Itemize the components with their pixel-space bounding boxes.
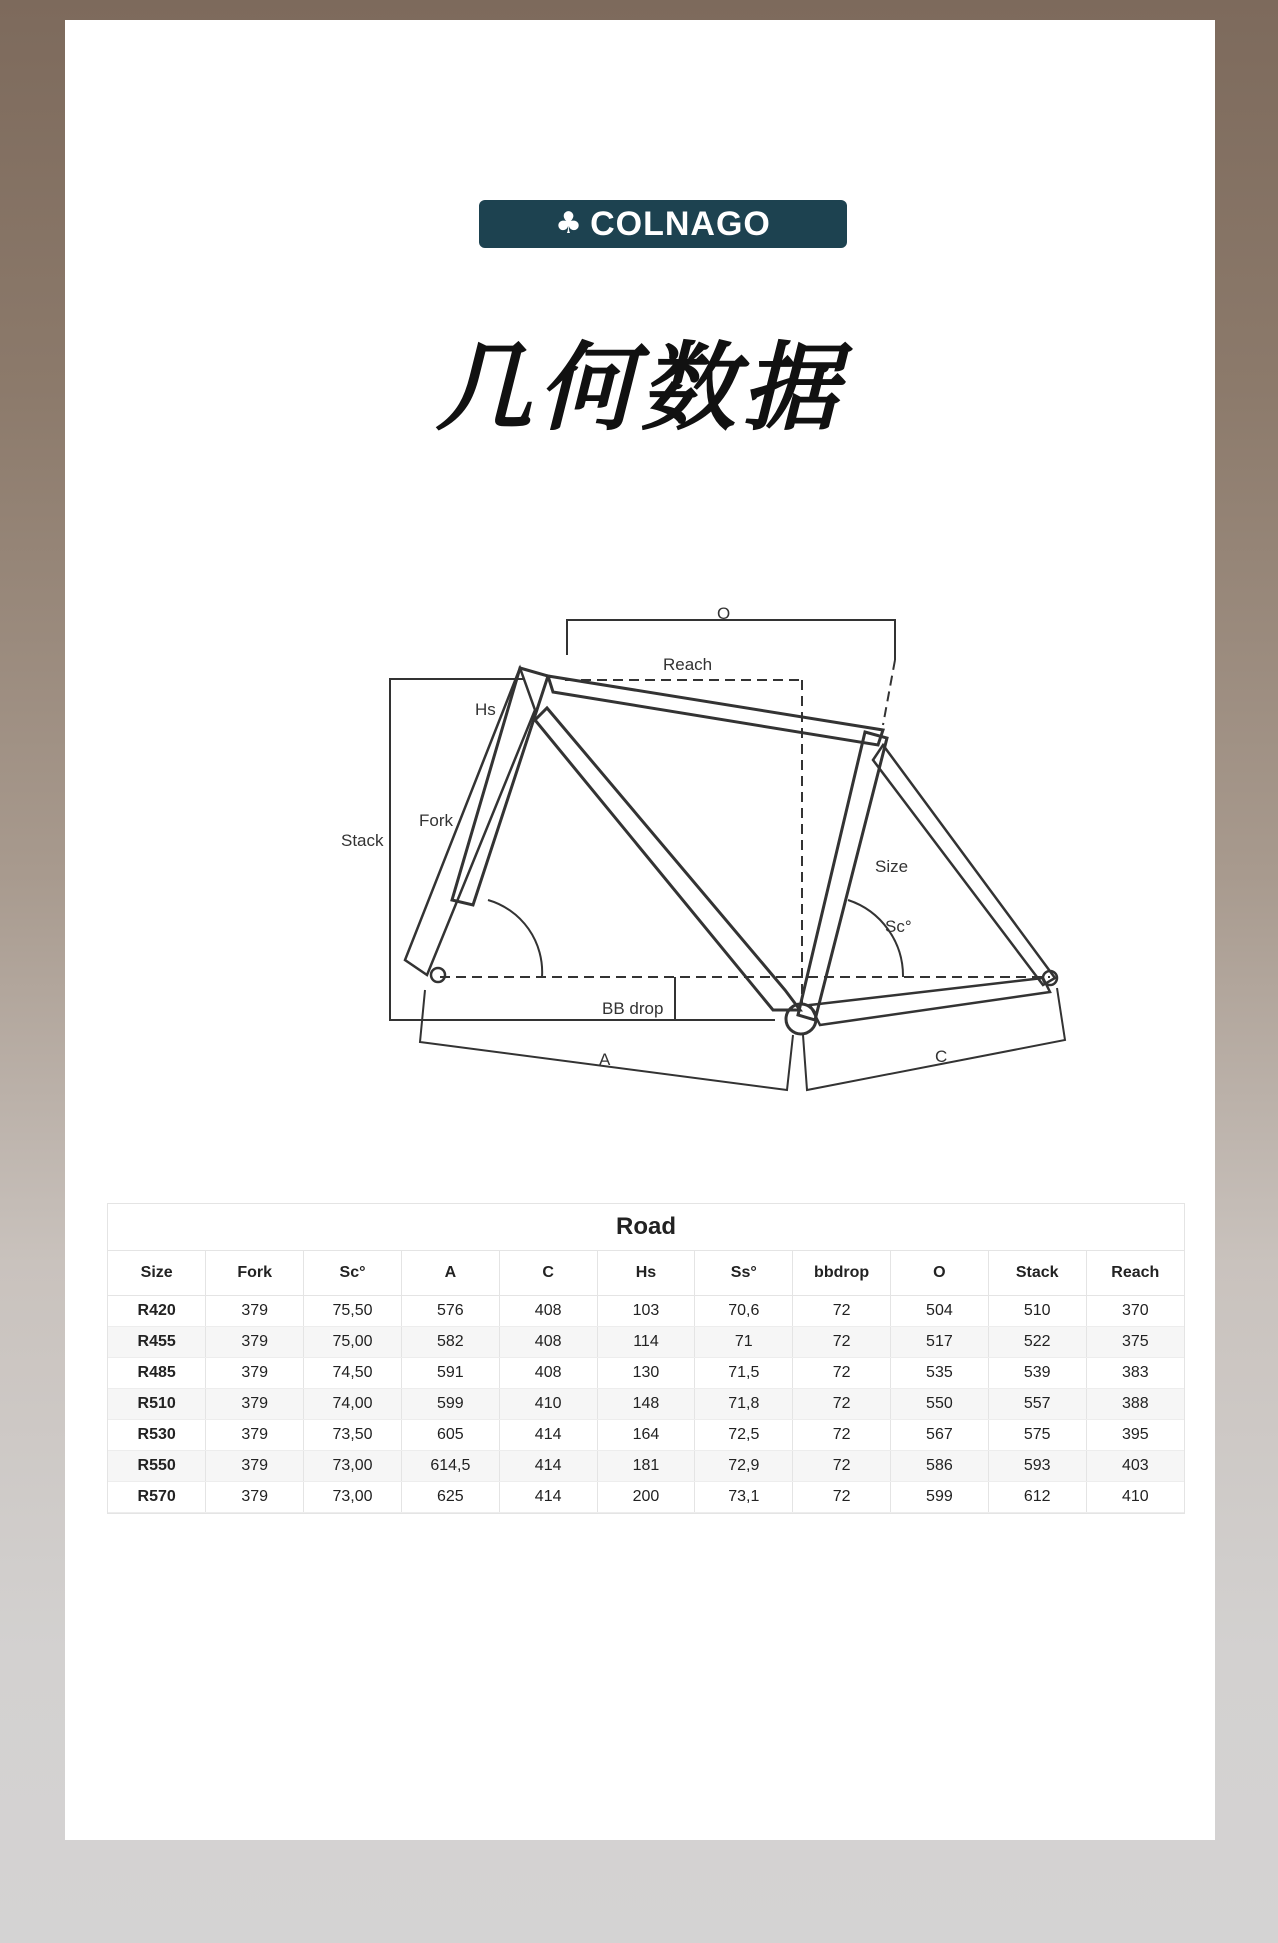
cell-size: R570 — [108, 1482, 206, 1513]
down-tube — [535, 708, 800, 1010]
colnago-logo — [479, 200, 847, 248]
o-dimension-line — [567, 620, 895, 660]
cell-stack: 593 — [988, 1451, 1086, 1482]
head-angle-arc — [488, 900, 542, 977]
label-fork: Fork — [419, 811, 453, 830]
label-o: O — [717, 604, 731, 623]
cell-bbdrop: 72 — [793, 1420, 891, 1451]
cell-bbdrop: 72 — [793, 1358, 891, 1389]
cell-c: 414 — [499, 1451, 597, 1482]
table-row — [108, 1358, 1184, 1389]
geometry-table — [108, 1204, 1184, 1513]
cell-bbdrop: 72 — [793, 1389, 891, 1420]
cell-reach: 410 — [1086, 1482, 1184, 1513]
seat-angle-arc — [848, 900, 903, 977]
cell-size: R510 — [108, 1389, 206, 1420]
cell-fork: 379 — [206, 1389, 304, 1420]
cell-hs: 181 — [597, 1451, 695, 1482]
header-stack: Stack — [988, 1251, 1086, 1296]
cell-a: 605 — [401, 1420, 499, 1451]
header-ss: Ss° — [695, 1251, 793, 1296]
label-reach: Reach — [663, 655, 713, 674]
cell-stack: 510 — [988, 1296, 1086, 1327]
cell-reach: 395 — [1086, 1420, 1184, 1451]
cell-sc: 75,00 — [304, 1327, 402, 1358]
header-sc: Sc° — [304, 1251, 402, 1296]
cell-stack: 557 — [988, 1389, 1086, 1420]
cell-size: R455 — [108, 1327, 206, 1358]
cell-c: 410 — [499, 1389, 597, 1420]
page-title: 几何数据 — [436, 332, 844, 444]
table-row — [108, 1296, 1184, 1327]
cell-c: 414 — [499, 1482, 597, 1513]
cell-o: 567 — [891, 1420, 989, 1451]
cell-o: 535 — [891, 1358, 989, 1389]
table-row — [108, 1482, 1184, 1513]
seat-extension-dashed — [883, 660, 895, 725]
header-bbdrop: bbdrop — [793, 1251, 891, 1296]
club-icon: ♣ — [555, 206, 583, 241]
cell-reach: 403 — [1086, 1451, 1184, 1482]
cell-a: 582 — [401, 1327, 499, 1358]
cell-fork: 379 — [206, 1451, 304, 1482]
table-caption: Road — [108, 1204, 1184, 1251]
cell-c: 408 — [499, 1327, 597, 1358]
cell-sc: 75,50 — [304, 1296, 402, 1327]
cell-stack: 522 — [988, 1327, 1086, 1358]
cell-size: R485 — [108, 1358, 206, 1389]
top-tube — [548, 676, 883, 745]
cell-a: 625 — [401, 1482, 499, 1513]
chain-stay — [810, 978, 1050, 1025]
cell-ss: 70,6 — [695, 1296, 793, 1327]
cell-fork: 379 — [206, 1358, 304, 1389]
cell-stack: 612 — [988, 1482, 1086, 1513]
cell-bbdrop: 72 — [793, 1451, 891, 1482]
cell-sc: 73,50 — [304, 1420, 402, 1451]
cell-ss: 71 — [695, 1327, 793, 1358]
cell-size: R550 — [108, 1451, 206, 1482]
cell-fork: 379 — [206, 1482, 304, 1513]
cell-c: 408 — [499, 1296, 597, 1327]
label-size: Size — [875, 857, 909, 876]
header-size: Size — [108, 1251, 206, 1296]
cell-ss: 71,8 — [695, 1389, 793, 1420]
cell-fork: 379 — [206, 1296, 304, 1327]
cell-o: 599 — [891, 1482, 989, 1513]
label-bb-drop: BB drop — [602, 999, 664, 1018]
header-fork: Fork — [206, 1251, 304, 1296]
cell-sc: 73,00 — [304, 1451, 402, 1482]
table-row — [108, 1420, 1184, 1451]
header-hs: Hs — [597, 1251, 695, 1296]
cell-reach: 370 — [1086, 1296, 1184, 1327]
cell-a: 576 — [401, 1296, 499, 1327]
cell-ss: 71,5 — [695, 1358, 793, 1389]
cell-a: 599 — [401, 1389, 499, 1420]
geometry-table-container — [107, 1203, 1185, 1514]
brand-name: COLNAGO — [590, 204, 771, 243]
cell-hs: 164 — [597, 1420, 695, 1451]
cell-o: 517 — [891, 1327, 989, 1358]
cell-o: 586 — [891, 1451, 989, 1482]
cell-hs: 130 — [597, 1358, 695, 1389]
cell-stack: 575 — [988, 1420, 1086, 1451]
table-header-row — [108, 1251, 1184, 1296]
cell-hs: 103 — [597, 1296, 695, 1327]
cell-sc: 74,50 — [304, 1358, 402, 1389]
cell-ss: 73,1 — [695, 1482, 793, 1513]
header-a: A — [401, 1251, 499, 1296]
cell-reach: 375 — [1086, 1327, 1184, 1358]
cell-bbdrop: 72 — [793, 1296, 891, 1327]
label-sc: Sc° — [885, 917, 912, 936]
cell-fork: 379 — [206, 1327, 304, 1358]
cell-sc: 74,00 — [304, 1389, 402, 1420]
cell-bbdrop: 72 — [793, 1482, 891, 1513]
cell-a: 614,5 — [401, 1451, 499, 1482]
table-row — [108, 1389, 1184, 1420]
frame-geometry-diagram — [255, 575, 1075, 1115]
cell-stack: 539 — [988, 1358, 1086, 1389]
header-reach: Reach — [1086, 1251, 1184, 1296]
cell-bbdrop: 72 — [793, 1327, 891, 1358]
cell-a: 591 — [401, 1358, 499, 1389]
cell-ss: 72,5 — [695, 1420, 793, 1451]
cell-sc: 73,00 — [304, 1482, 402, 1513]
c-dimension-line — [803, 988, 1065, 1090]
cell-ss: 72,9 — [695, 1451, 793, 1482]
cell-hs: 114 — [597, 1327, 695, 1358]
cell-c: 408 — [499, 1358, 597, 1389]
label-a: A — [599, 1050, 611, 1069]
table-row — [108, 1327, 1184, 1358]
cell-o: 550 — [891, 1389, 989, 1420]
table-row — [108, 1451, 1184, 1482]
label-c: C — [935, 1047, 948, 1066]
header-c: C — [499, 1251, 597, 1296]
content-card — [65, 20, 1215, 1840]
cell-c: 414 — [499, 1420, 597, 1451]
cell-size: R530 — [108, 1420, 206, 1451]
cell-hs: 148 — [597, 1389, 695, 1420]
cell-reach: 388 — [1086, 1389, 1184, 1420]
cell-reach: 383 — [1086, 1358, 1184, 1389]
header-o: O — [891, 1251, 989, 1296]
cell-size: R420 — [108, 1296, 206, 1327]
cell-fork: 379 — [206, 1420, 304, 1451]
cell-hs: 200 — [597, 1482, 695, 1513]
label-hs: Hs — [475, 700, 496, 719]
front-axle — [431, 968, 445, 982]
cell-o: 504 — [891, 1296, 989, 1327]
label-stack: Stack — [341, 831, 384, 850]
